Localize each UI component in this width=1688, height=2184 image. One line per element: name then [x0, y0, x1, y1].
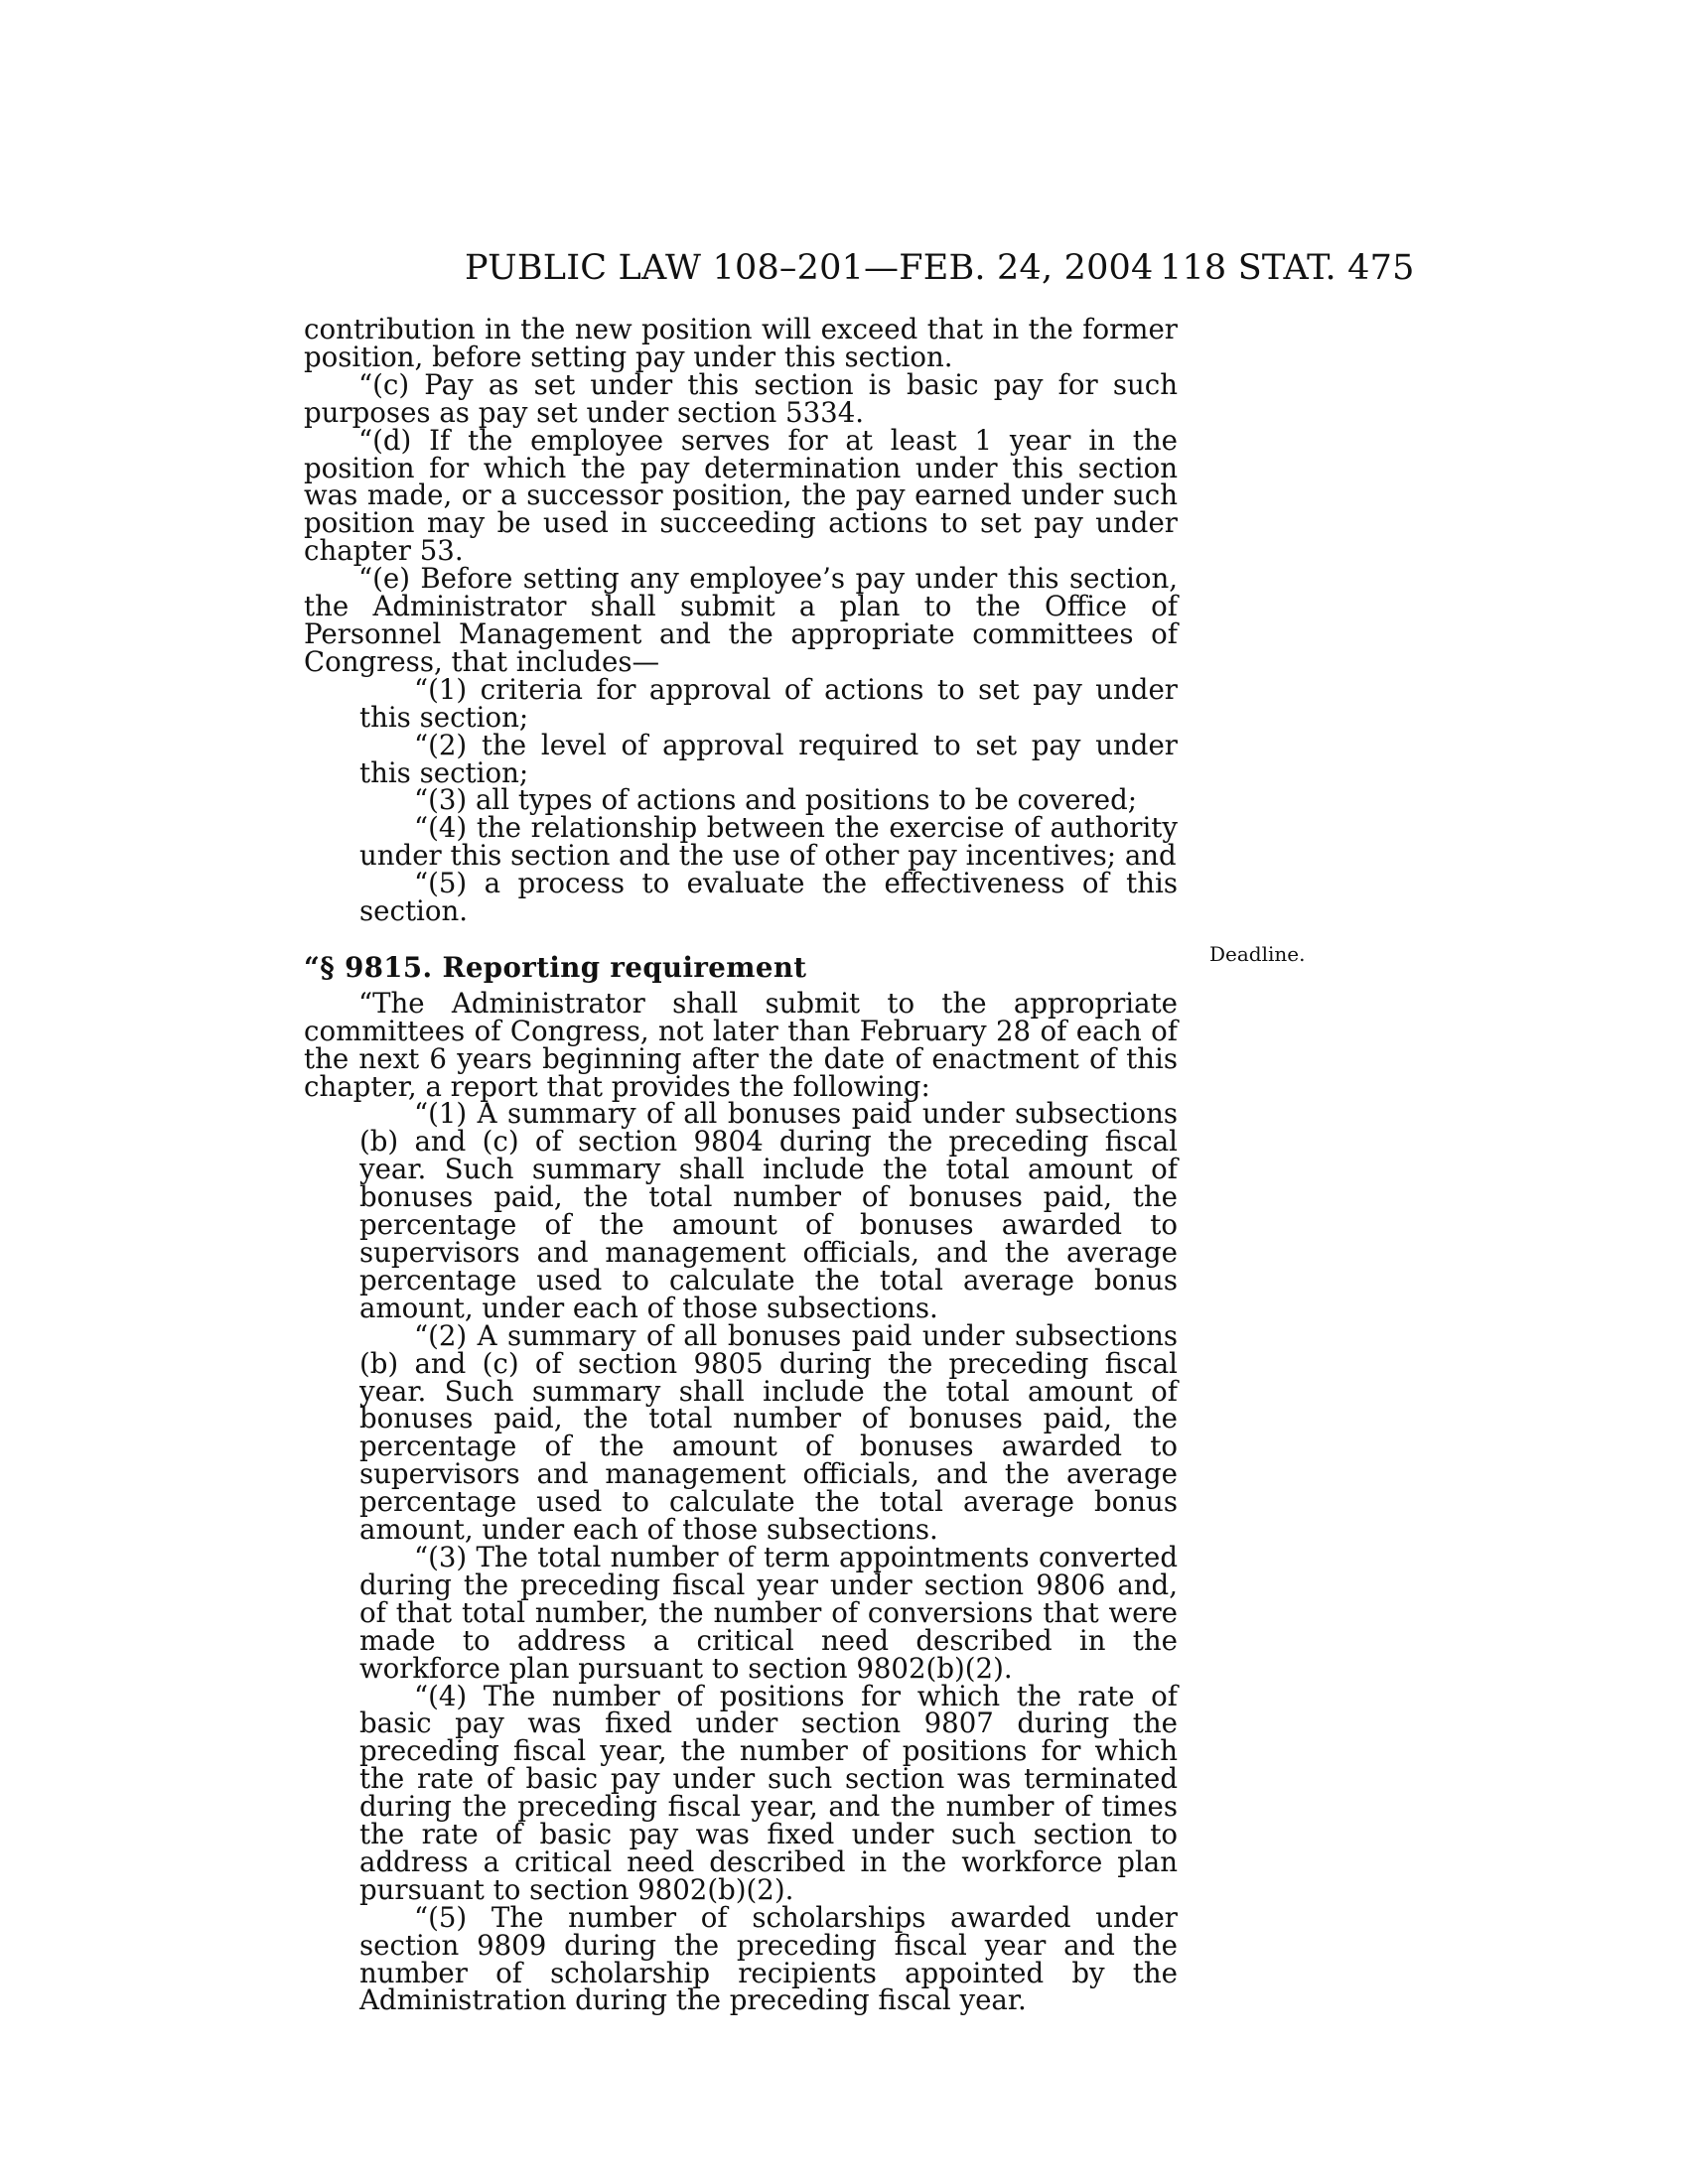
subsection-e: “(e) Before setting any employee’s pay under this section, the Administrator shall submit a plan to the Office of Personnel Management and the appropriate committees of Congress, that includes—: [304, 562, 1178, 678]
subsection-d: “(d) If the employee serves for at least 1 year in the position for which the pay determination under this section was made, or a successor position, the pay earned under such position may be used in succeeding actions to set pay under chapter 53.: [304, 423, 1178, 568]
report-item-4: “(4) The number of positions for which the rate of basic pay was fixed under section 9807 during the preceding fiscal year, the number of positions for which the rate of basic pay under such section was terminated during the preceding fiscal year, and the number of times the rate of basic pay was fixed under such section to address a critical need described in the workforce plan pursuant to section 9802(b)(2).: [359, 1679, 1178, 1906]
page-reference: 118 STAT. 475: [1160, 248, 1415, 288]
body-text: [304, 313, 1178, 2017]
subsection-e-item-1: “(1) criteria for approval of actions to set pay under this section;: [359, 672, 1178, 734]
section-intro: “The Administrator shall submit to the appropriate committees of Congress, not later than February 28 of each of the next 6 years beginning after the date of enactment of this chapter, a report that provides the following:: [304, 986, 1178, 1103]
margin-note-deadline: Deadline.: [1209, 942, 1306, 966]
subsection-e-item-5: “(5) a process to evaluate the effectiveness of this section.: [359, 867, 1178, 928]
running-header-title: PUBLIC LAW 108–201—FEB. 24, 2004: [465, 248, 1154, 288]
report-item-3: “(3) The total number of term appointments converted during the preceding fiscal year under section 9806 and, of that total number, the number of conversions that were made to address a critical need described in the workforce plan pursuant to section 9802(b)(2).: [359, 1540, 1178, 1685]
report-item-2: “(2) A summary of all bonuses paid under subsections (b) and (c) of section 9805 during the preceding fiscal year. Such summary shall include the total amount of bonuses paid, the total number of bonuses paid, the percentage of the amount of bonuses awarded to supervisors and management officials, and the average percentage used to calculate the total average bonus amount, under each of those subsections.: [359, 1318, 1178, 1547]
report-item-5: “(5) The number of scholarships awarded under section 9809 during the preceding fiscal year and the number of scholarship recipients appointed by the Administration during the preceding fiscal year.: [359, 1900, 1178, 2017]
subsection-e-item-4: “(4) the relationship between the exercise of authority under this section and the use of other pay incentives; and: [359, 811, 1178, 873]
subsection-c: “(c) Pay as set under this section is basic pay for such purposes as pay set under section 5334.: [304, 367, 1178, 429]
report-item-1: “(1) A summary of all bonuses paid under subsections (b) and (c) of section 9804 during the preceding fiscal year. Such summary shall include the total amount of bonuses paid, the total number of bonuses paid, the percentage of the amount of bonuses awarded to supervisors and management officials, and the average percentage used to calculate the total average bonus amount, under each of those subsections.: [359, 1097, 1178, 1324]
subsection-e-item-3: “(3) all types of actions and positions to be covered;: [414, 783, 1138, 817]
paragraph-continuation: contribution in the new position will exceed that in the former position, before setting pay under this section.: [304, 313, 1178, 373]
subsection-e-item-2: “(2) the level of approval required to set pay under this section;: [359, 728, 1178, 789]
section-heading: “§ 9815. Reporting requirement: [304, 950, 807, 984]
